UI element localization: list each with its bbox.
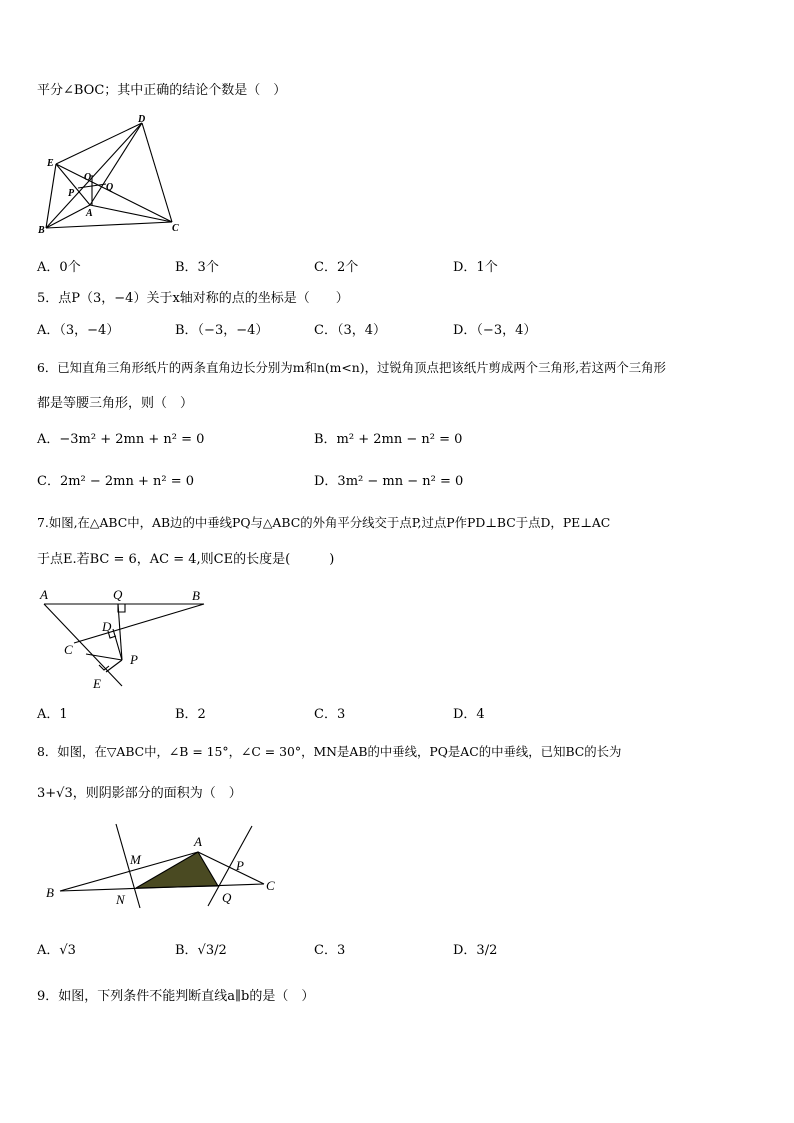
- q4-label-q: Q: [106, 182, 114, 193]
- q4-stem-tail: 平分∠BOC；其中正确的结论个数是（ ）: [37, 83, 287, 98]
- q4-seg-cb: [46, 222, 172, 228]
- q6-option-c: C．2m² − 2mn + n² = 0: [37, 474, 195, 489]
- q7-label-c: C: [64, 642, 73, 657]
- q7-option-b: B．2: [175, 707, 206, 722]
- q4-seg-ac: [90, 205, 172, 222]
- q8-option-b: B．√3/2: [175, 943, 227, 958]
- q8-stem-line2: 3+√3，则阴影部分的面积为（ ）: [37, 786, 242, 801]
- q4-figure: [36, 112, 196, 240]
- q7-right-angle-q: [118, 604, 125, 612]
- q7-label-d: D: [102, 619, 112, 634]
- q9-stem: 9．如图，下列条件不能判断直线a∥b的是（ ）: [37, 989, 315, 1004]
- q7-label-e: E: [93, 676, 101, 691]
- q8-label-a: A: [194, 834, 202, 849]
- q5-option-c: C．（3，4）: [314, 323, 386, 338]
- q7-stem-line2: 于点E.若BC = 6，AC = 4,则CE的长度是( ): [37, 552, 335, 567]
- q8-label-b: B: [46, 885, 54, 900]
- q4-option-d: D．1个: [453, 260, 498, 275]
- q7-seg-cb: [74, 604, 204, 643]
- q7-stem-line1: 7.如图,在△ABC中，AB边的中垂线PQ与△ABC的外角平分线交于点P,过点P作PD⊥BC于点D，PE⊥AC: [37, 515, 611, 530]
- q8-option-a: A．√3: [37, 943, 76, 958]
- q4-label-e: E: [47, 158, 54, 169]
- q4-label-c: C: [172, 223, 179, 234]
- q5-option-d: D．（−3，4）: [453, 323, 537, 338]
- q5-option-b: B．（−3，−4）: [175, 323, 269, 338]
- q7-option-d: D．4: [453, 707, 485, 722]
- q4-option-b: B．3个: [175, 260, 219, 275]
- q6-stem-line2: 都是等腰三角形，则（ ）: [37, 396, 194, 411]
- q7-label-p: P: [130, 652, 138, 667]
- q8-option-c: C．3: [314, 943, 346, 958]
- q8-label-m: M: [130, 852, 141, 867]
- q4-label-d: D: [138, 114, 146, 125]
- q6-option-a: A．−3m² + 2mn + n² = 0: [37, 432, 205, 447]
- q4-seg-ba: [46, 205, 90, 228]
- q6-option-b: B．m² + 2mn − n² = 0: [314, 432, 463, 447]
- q8-stem-line1: 8．如图，在▽ABC中，∠B = 15°，∠C = 30°，MN是AB的中垂线，PQ是AC的中垂线，已知BC的长为: [37, 744, 622, 759]
- q7-seg-cp: [86, 654, 122, 660]
- q7-label-q: Q: [113, 587, 123, 602]
- q6-option-d: D．3m² − mn − n² = 0: [314, 474, 464, 489]
- q6-stem-line1: 6．已知直角三角形纸片的两条直角边长分别为m和n(m<n)，过锐角顶点把该纸片剪成两个三角形,若这两个三角形: [37, 360, 666, 375]
- q7-label-b: B: [192, 588, 200, 603]
- q7-seg-ae: [44, 604, 122, 686]
- q8-label-c: C: [266, 878, 275, 893]
- q4-label-a: A: [86, 208, 93, 219]
- q4-label-b: B: [38, 225, 45, 236]
- q7-label-a: A: [40, 587, 48, 602]
- q8-option-d: D．3/2: [453, 943, 498, 958]
- q5-option-a: A．（3，−4）: [37, 323, 120, 338]
- q8-figure: [44, 820, 284, 912]
- q8-label-q: Q: [222, 890, 232, 905]
- q4-seg-dc: [142, 123, 172, 222]
- q4-option-c: C．2个: [314, 260, 359, 275]
- q4-label-p: P: [68, 188, 75, 199]
- q8-label-p: P: [236, 858, 244, 873]
- q4-label-o: O: [84, 172, 92, 183]
- q8-label-n: N: [116, 892, 125, 907]
- q7-option-c: C．3: [314, 707, 346, 722]
- q5-stem: 5．点P（3，−4）关于x轴对称的点的坐标是（ ）: [37, 291, 349, 306]
- q7-option-a: A．1: [37, 707, 68, 722]
- q4-option-a: A．0个: [37, 260, 81, 275]
- q7-figure: [36, 586, 216, 694]
